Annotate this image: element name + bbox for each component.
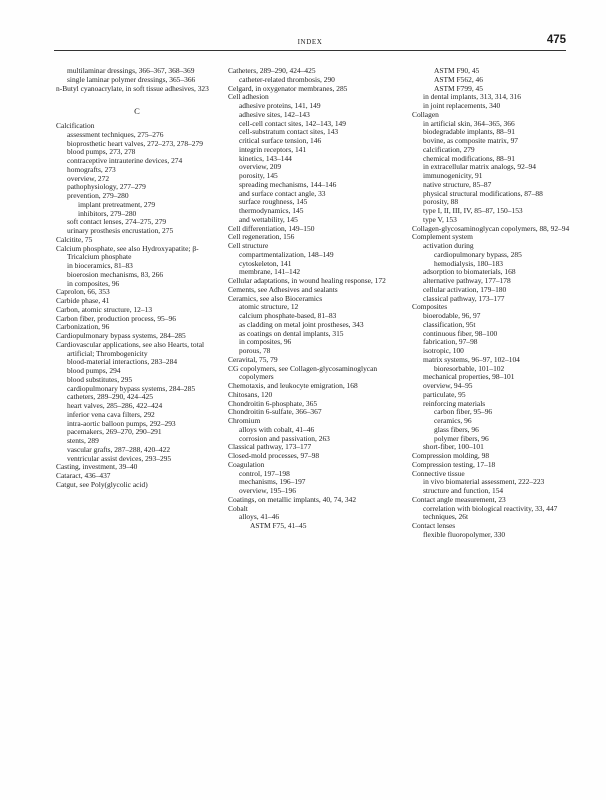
index-entry: homografts, 273	[67, 164, 116, 174]
index-entry: critical surface tension, 146	[239, 136, 322, 145]
index-entry: Compression molding, 98	[412, 451, 490, 460]
index-entry: Cardiopulmonary bypass systems, 284–285	[56, 331, 186, 340]
index-entry: type I, II, III, IV, 85–87, 150–153	[423, 206, 523, 215]
index-entry: particulate, 95	[423, 389, 466, 399]
index-entry: Catheters, 289–290, 424–425	[228, 66, 316, 75]
index-entry: ASTM F90, 45	[434, 66, 480, 75]
index-entry: vascular grafts, 287–288, 420–422	[67, 444, 171, 454]
index-entry: atomic structure, 12	[239, 302, 299, 312]
index-entry: classical pathway, 173–177	[423, 293, 505, 303]
index-entry: catheter-related thrombosis, 290	[239, 74, 335, 84]
index-entry: cell-substratum contact sites, 143	[239, 127, 339, 137]
index-entry: stents, 289	[67, 436, 99, 445]
index-entry: contraceptive intrauterine devices, 274	[67, 156, 183, 165]
index-entry: continuous fiber, 98–100	[423, 328, 498, 338]
index-entry: in dental implants, 313, 314, 316	[423, 92, 521, 102]
index-entry: Collagen	[412, 109, 439, 119]
index-column-3	[412, 67, 574, 540]
index-entry: blood pumps, 273, 278	[67, 147, 136, 157]
index-entry: urinary prosthesis encrustation, 275	[67, 226, 174, 235]
index-entry: isotropic, 100	[423, 346, 464, 355]
index-column-2	[228, 67, 390, 531]
index-entry: porosity, 145	[239, 171, 278, 180]
index-entry: cardiopulmonary bypass systems, 284–285	[67, 383, 196, 393]
index-entry: overview, 94–95	[423, 381, 473, 390]
index-entry: thermodynamics, 145	[239, 206, 304, 215]
index-entry: compartmentalization, 148–149	[239, 249, 334, 259]
index-entry: in artificial skin, 364–365, 366	[423, 118, 515, 128]
index-entry: overview, 272	[67, 173, 110, 183]
index-entry: Cell adhesion	[228, 92, 269, 102]
index-entry: Coatings, on metallic implants, 40, 74, 342	[228, 494, 357, 504]
index-entry: mechanisms, 196–197	[239, 477, 306, 487]
index-entry: Cell regeneration, 156	[228, 232, 295, 242]
index-entry: techniques, 26t	[423, 512, 469, 522]
index-entry: spreading mechanisms, 144–146	[239, 179, 337, 189]
index-entry: porosity, 88	[423, 197, 459, 207]
index-entry: inhibitors, 279–280	[78, 208, 137, 218]
index-entry: Cellular adaptations, in wound healing response, 172	[228, 276, 386, 285]
index-entry: bioprosthetic heart valves, 272–273, 278–279	[67, 138, 203, 148]
index-entry: integrin receptors, 141	[239, 144, 307, 154]
index-entry: Collagen-glycosaminoglycan copolymers, 88, 92–94	[412, 223, 570, 233]
index-entry: control, 197–198	[239, 468, 290, 478]
index-entry: reinforcing materials	[423, 398, 486, 408]
index-entry: as coatings on dental implants, 315	[239, 328, 344, 338]
index-entry: implant pretreatment, 279	[78, 199, 156, 209]
index-entry: Celgard, in oxygenator membranes, 285	[228, 83, 348, 93]
index-entry: in composites, 96	[67, 278, 120, 288]
index-entry: Cell structure	[228, 241, 269, 250]
index-entry: immunogenicity, 91	[423, 171, 483, 180]
index-entry: Chondroitin 6-sulfate, 366–367	[228, 407, 322, 417]
index-entry: polymer fibers, 96	[434, 433, 489, 443]
index-entry: blood substitutes, 295	[67, 374, 133, 384]
index-entry: Connective tissue	[412, 468, 465, 478]
index-entry: Cardiovascular applications, see also Hearts, total artificial; Thrombogenicity	[56, 339, 205, 358]
index-entry: cell-cell contact sites, 142–143, 149	[239, 118, 346, 128]
index-entry: adhesive proteins, 141, 149	[239, 101, 321, 110]
index-entry: kinetics, 143–144	[239, 153, 292, 163]
index-entry: overview, 209	[239, 162, 282, 172]
index-entry: in bioceramics, 81–83	[67, 261, 133, 270]
index-entry: Carbonization, 96	[56, 322, 110, 332]
index-entry: Complement system	[412, 232, 473, 242]
index-entry: bioresorbable, 101–102	[434, 363, 505, 373]
index-entry: Cobalt	[228, 503, 248, 513]
index-entry: type V, 153	[423, 214, 457, 224]
page-number: 475	[546, 34, 566, 46]
index-entry: in composites, 96	[239, 337, 292, 347]
index-entry: porous, 78	[239, 346, 271, 355]
index-entry: calcification, 279	[423, 144, 475, 154]
index-entry: Carbide phase, 41	[56, 296, 110, 305]
index-entry: flexible fluoropolymer, 330	[423, 529, 506, 539]
index-entry: CG copolymers, see Collagen-glycosaminoglycan copolymers	[228, 363, 378, 382]
index-entry: Carbon fiber, production process, 95–96	[56, 313, 176, 323]
index-entry: Closed-mold processes, 97–98	[228, 451, 320, 460]
index-entry: Coagulation	[228, 459, 265, 469]
index-entry: structure and function, 154	[423, 486, 504, 495]
index-entry: prevention, 279–280	[67, 191, 129, 200]
index-entry: overview, 195–196	[239, 486, 296, 495]
index-entry: single laminar polymer dressings, 365–366	[67, 74, 196, 84]
index-entry: Catgut, see Poly(glycolic acid)	[56, 479, 148, 489]
index-entry: cardiopulmonary bypass, 285	[434, 249, 522, 259]
index-entry: bioerodable, 96, 97	[423, 311, 481, 320]
index-entry: Chromium	[228, 416, 261, 425]
index-entry: Compression testing, 17–18	[412, 459, 496, 469]
index-entry: ASTM F799, 45	[434, 83, 483, 93]
index-entry: Chondroitin 6-phosphate, 365	[228, 398, 318, 408]
index-entry: assessment techniques, 275–276	[67, 129, 164, 139]
index-entry: activation during	[423, 241, 474, 250]
index-entry: native structure, 85–87	[423, 179, 492, 189]
index-entry: heart valves, 285–286, 422–424	[67, 401, 163, 410]
index-entry: carbon fiber, 95–96	[434, 407, 493, 417]
index-entry: classification, 95t	[423, 319, 476, 329]
index-entry: adsorption to biomaterials, 168	[423, 267, 516, 277]
index-entry: calcium phosphate-based, 81–83	[239, 311, 337, 320]
index-entry: Composites	[412, 302, 448, 312]
index-entry: surface roughness, 145	[239, 197, 308, 207]
index-entry: Chitosans, 120	[228, 389, 273, 399]
index-entry: in vivo biomaterial assessment, 222–223	[423, 477, 545, 487]
index-entry: fabrication, 97–98	[423, 337, 478, 347]
index-entry: alloys, 41–46	[239, 512, 280, 522]
index-entry: ASTM F562, 46	[434, 74, 483, 84]
index-entry: ventricular assist devices, 293–295	[67, 453, 172, 463]
index-entry: Calcification	[56, 121, 95, 130]
index-entry: Calcium phosphate, see also Hydroxyapatite; β-Tricalcium phosphate	[56, 243, 199, 262]
index-entry: intra-aortic balloon pumps, 292–293	[67, 418, 176, 428]
index-entry: glass fibers, 96	[434, 424, 479, 434]
index-entry: Classical pathway, 173–177	[228, 442, 312, 452]
index-entry: alloys with cobalt, 41–46	[239, 424, 315, 434]
index-entry: chemical modifications, 88–91	[423, 153, 515, 163]
index-entry: mechanical properties, 98–101	[423, 372, 515, 382]
index-entry: Ceramics, see also Bioceramics	[228, 293, 323, 303]
index-entry: hemodialysis, 180–183	[434, 258, 504, 268]
index-entry: short-fiber, 100–101	[423, 442, 484, 452]
index-entry: multilaminar dressings, 366–367, 368–369	[67, 66, 195, 75]
index-entry: soft contact lenses, 274–275, 279	[67, 217, 167, 227]
index-entry: in extracellular matrix analogs, 92–94	[423, 162, 536, 172]
index-entry: corrosion and passivation, 263	[239, 433, 330, 443]
index-entry: Calcitite, 75	[56, 234, 93, 244]
page-header	[54, 34, 566, 50]
index-entry: Cements, see Adhesives and sealants	[228, 284, 338, 294]
index-entry: cellular activation, 179–180	[423, 284, 507, 294]
section-letter-heading: C	[134, 106, 140, 117]
index-entry: inferior vena cava filters, 292	[67, 409, 155, 419]
index-entry: bioerosion mechanisms, 83, 266	[67, 269, 164, 279]
index-entry: Contact angle measurement, 23	[412, 494, 506, 504]
index-entry: catheters, 289–290, 424–425	[67, 392, 153, 402]
index-entry: ceramics, 96	[434, 416, 472, 425]
index-entry: correlation with biological reactivity, 33, 447	[423, 503, 558, 513]
index-entry: and surface contact angle, 33	[239, 188, 326, 198]
index-entry: blood-material interactions, 283–284	[67, 357, 178, 367]
index-entry: in joint replacements, 340	[423, 101, 501, 110]
index-entry: Casting, investment, 39–40	[56, 462, 138, 472]
index-entry: as cladding on metal joint prostheses, 343	[239, 319, 364, 329]
index-entry: adhesive sites, 142–143	[239, 109, 310, 119]
index-entry: alternative pathway, 177–178	[423, 276, 511, 285]
index-entry: ASTM F75, 41–45	[250, 521, 307, 530]
index-entry: Carbon, atomic structure, 12–13	[56, 304, 153, 314]
index-entry: and wettability, 145	[239, 214, 298, 224]
index-entry: Cataract, 436–437	[56, 471, 111, 480]
header-title: INDEX	[297, 38, 323, 46]
index-entry: Contact lenses	[412, 521, 456, 530]
header-rule	[54, 50, 566, 51]
index-entry: membrane, 141–142	[239, 267, 301, 277]
index-column-1	[56, 67, 218, 490]
index-entry: bovine, as composite matrix, 97	[423, 136, 519, 145]
index-entry: Caprolon, 66, 353	[56, 287, 110, 297]
index-entry: n-Butyl cyanoacrylate, in soft tissue adhesives, 323	[56, 83, 209, 93]
index-entry: blood pumps, 294	[67, 366, 121, 375]
index-entry: Chemotaxis, and leukocyte emigration, 168	[228, 381, 358, 390]
index-entry: pathophysiology, 277–279	[67, 182, 146, 192]
index-entry: matrix systems, 96–97, 102–104	[423, 354, 520, 364]
index-entry: Ceravital, 75, 79	[228, 354, 278, 364]
index-entry: physical structural modifications, 87–88	[423, 188, 543, 198]
index-entry: Cell differentiation, 149–150	[228, 223, 315, 233]
index-entry: pacemakers, 269–270, 290–291	[67, 427, 162, 437]
index-entry: cytoskeleton, 141	[239, 258, 292, 268]
index-entry: biodegradable implants, 88–91	[423, 127, 515, 137]
